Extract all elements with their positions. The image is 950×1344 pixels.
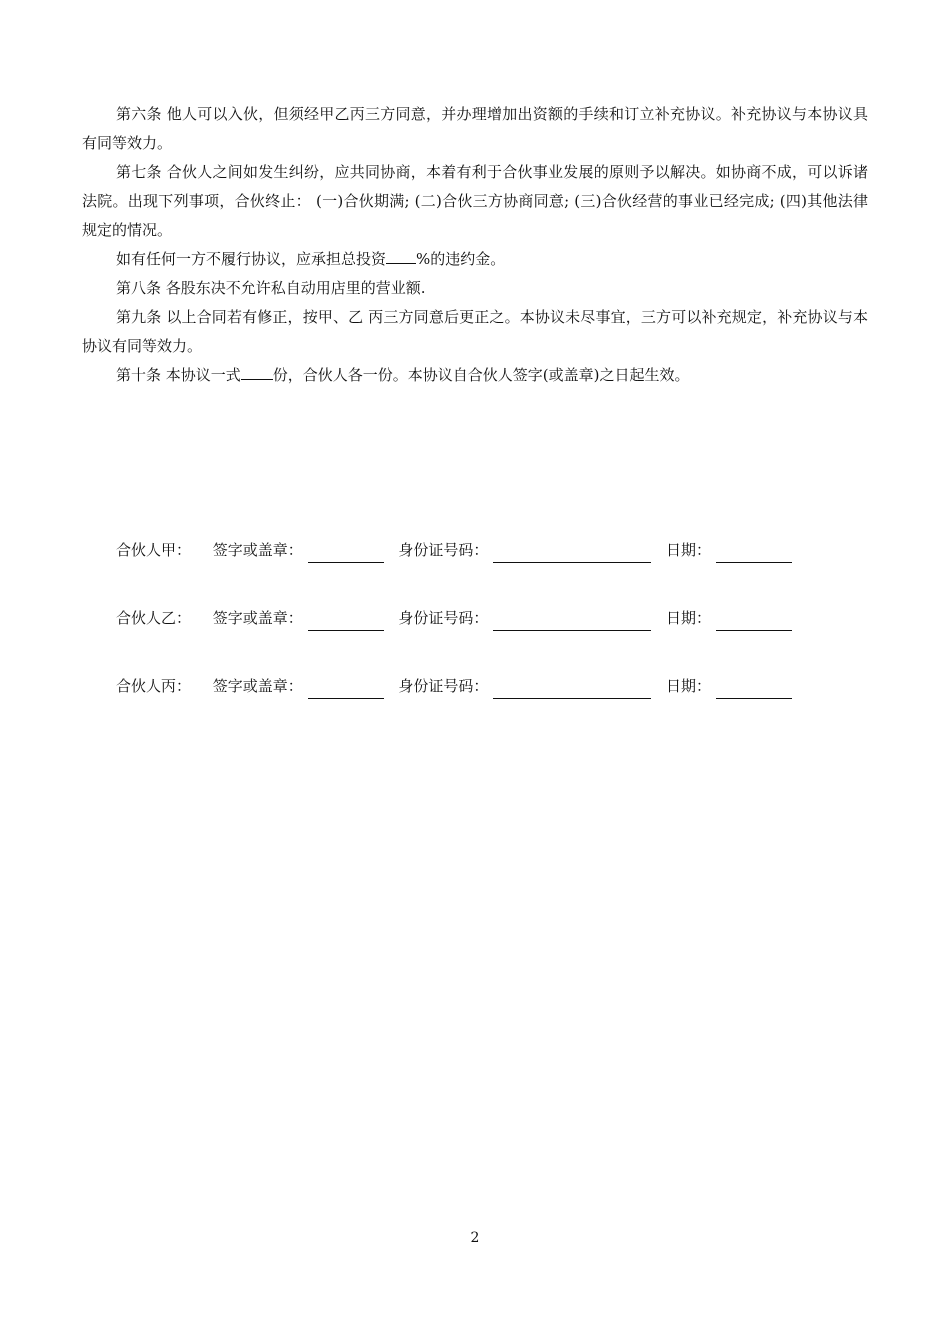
signature-row-yi	[116, 605, 816, 673]
date-label: 日期：	[665, 541, 711, 559]
id-number-field[interactable]	[493, 544, 651, 563]
penalty-clause	[82, 245, 868, 274]
article-6: 第六条 他人可以入伙，但须经甲乙丙三方同意，并办理增加出资额的手续和订立补充协议。补充协议与本协议具有同等效力。	[82, 105, 868, 152]
date-label: 日期：	[665, 677, 711, 695]
date-label: 日期：	[665, 609, 711, 627]
page-number: 2	[470, 1230, 480, 1246]
partner-label: 合伙人乙：	[116, 609, 192, 627]
id-number-field[interactable]	[493, 680, 651, 699]
date-field[interactable]	[716, 612, 792, 631]
partner-label: 合伙人甲：	[116, 541, 192, 559]
id-label: 身份证号码：	[398, 609, 489, 627]
signature-row-jia	[116, 537, 816, 605]
id-label: 身份证号码：	[398, 677, 489, 695]
penalty-text-suffix: %的违约金。	[416, 250, 506, 268]
article-10	[82, 361, 868, 390]
article-9: 第九条 以上合同若有修正，按甲、乙 丙三方同意后更正之。本协议未尽事宜，三方可以补充规定，补充协议与本协议有同等效力。	[82, 308, 868, 355]
partner-label: 合伙人丙：	[116, 677, 192, 695]
article-7: 第七条 合伙人之间如发生纠纷，应共同协商，本着有利于合伙事业发展的原则予以解决。如协商不成，可以诉诸法院。出现下列事项，合伙终止： (一)合伙期满; (二)合伙三方协商同意; (三)合伙经营的事业已经完成; (四)其他法律规定的情况。	[82, 163, 868, 239]
id-label: 身份证号码：	[398, 541, 489, 559]
signature-field[interactable]	[308, 612, 384, 631]
sign-label: 签字或盖章：	[212, 541, 303, 559]
article-10-prefix: 第十条 本协议一式	[116, 366, 241, 384]
signature-section	[116, 537, 816, 741]
sign-label: 签字或盖章：	[212, 677, 303, 695]
article-8: 第八条 各股东决不允许私自动用店里的营业额.	[116, 279, 426, 297]
signature-field[interactable]	[308, 680, 384, 699]
signature-field[interactable]	[308, 544, 384, 563]
signature-row-bing	[116, 673, 816, 741]
copies-count-blank[interactable]	[241, 362, 273, 380]
date-field[interactable]	[716, 680, 792, 699]
penalty-text-prefix: 如有任何一方不履行协议，应承担总投资	[116, 250, 387, 268]
penalty-percent-blank[interactable]	[386, 246, 416, 264]
sign-label: 签字或盖章：	[212, 609, 303, 627]
date-field[interactable]	[716, 544, 792, 563]
article-10-suffix: 份，合伙人各一份。本协议自合伙人签字(或盖章)之日起生效。	[272, 366, 690, 384]
id-number-field[interactable]	[493, 612, 651, 631]
agreement-body	[82, 100, 868, 390]
